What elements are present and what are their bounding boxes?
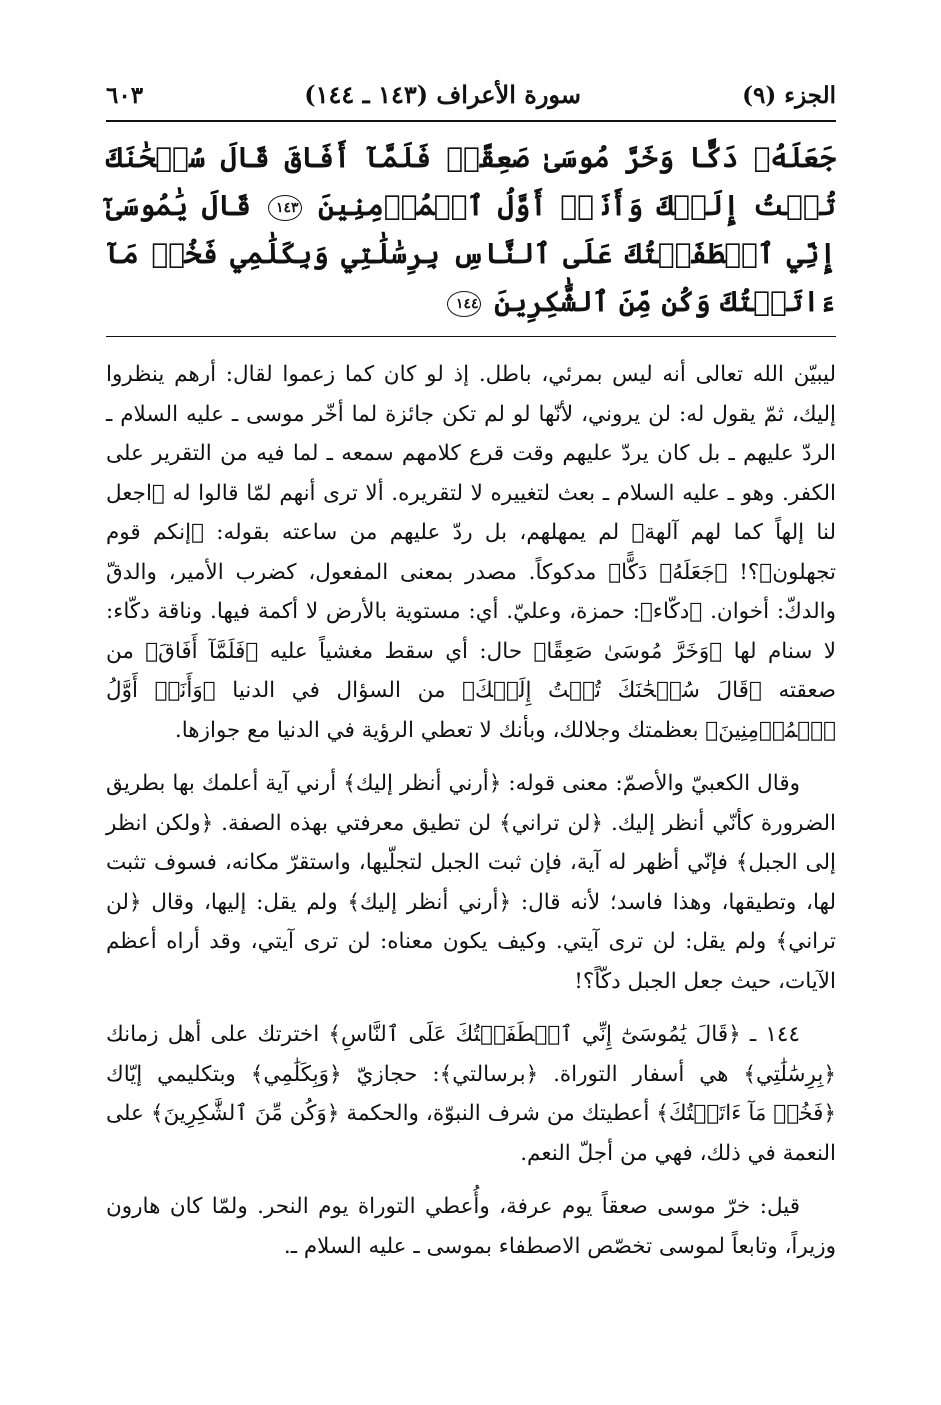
quran-verses [106,134,836,336]
verse-text: قَالَ يَٰمُوسَىٰٓ إِنِّي ٱصۡطَفَيۡتُكَ عَلَى ٱلنَّاسِ بِرِسَٰلَٰتِي وَبِكَلَٰمِي فَخُذۡ مَآ ءَاتَيۡتُكَ وَكُن مِّنَ ٱلشَّٰكِرِينَ [106,189,836,318]
commentary [106,355,836,1266]
commentary-paragraph: قيل: خرّ موسى صعقاً يوم عرفة، وأُعطي التوراة يوم النحر. ولمّا كان هارون وزيراً، وتابعاً لموسى تخصّص الاصطفاء بموسى ـ عليه السلام ـ. [106,1194,836,1259]
commentary-paragraph: ١٤٤ ـ ﴿قَالَ يَٰمُوسَىٰٓ إِنِّي ٱصۡطَفَيۡتُكَ عَلَى ٱلنَّاسِ﴾ اخترتك على أهل زمانك ﴿بِرِسَٰلَٰتِي﴾ هي أسفار التوراة. ﴿برسالتي﴾: حجازيّ ﴿وَبِكَلَٰمِي﴾ وبتكليمي إيّاك ﴿فَخُذۡ مَآ ءَاتَيۡتُكَ﴾ أعطيتك من شرف النبوّة، والحكمة ﴿وَكُن مِّنَ ٱلشَّٰكِرِينَ﴾ على النعمة في ذلك، فهي من أجلّ النعم. [106,1022,836,1166]
book-page [106,80,836,1280]
juz-label: الجزء (٩) [742,82,836,109]
page-header [106,80,836,120]
ayah-number-marker: ١٤٣ [268,195,302,221]
page-number: ٦٠٣ [106,82,144,109]
ayah-number-marker: ١٤٤ [447,291,481,317]
surah-title: سورة الأعراف (١٤٣ ـ ١٤٤) [304,80,581,109]
commentary-paragraph: ليبيّن الله تعالى أنه ليس بمرئي، باطل. إذ لو كان كما زعموا لقال: أرهم ينظروا إليك، ثمّ يقول له: لن يروني، لأنّها لو لم تكن جائزة لما أخّر موسى ـ عليه السلام ـ الردّ عليهم ـ بل كان يردّ عليهم وقت قرع كلامهم سمعه ـ لما فيه من التقرير على الكفر. وهو ـ عليه السلام ـ بعث لتغييره لا لتقريره. ألا ترى أنهم لمّا قالوا له ﴿اجعل لنا إلهاً كما لهم آلهة﴾ لم يمهلهم، بل ردّ عليهم من ساعته بقوله: ﴿إنكم قوم تجهلون﴾؟! ﴿جَعَلَهُۥ دَكًّا﴾ مدكوكاً. مصدر بمعنى المفعول، كضرب الأمير، والدقّ والدكّ: أخوان. ﴿دكّاء﴾: حمزة، وعليّ. أي: مستوية بالأرض لا أكمة فيها. وناقة دكّاء: لا سنام لها ﴿وَخَرَّ مُوسَىٰ صَعِقًا﴾ حال: أي سقط مغشياً عليه ﴿فَلَمَّآ أَفَاقَ﴾ من صعقته ﴿قَالَ سُبۡحَٰنَكَ تُبۡتُ إِلَيۡكَ﴾ من السؤال في الدنيا ﴿وَأَنَا۠ أَوَّلُ ٱلۡمُؤۡمِنِينَ﴾ بعظمتك وجلالك، وبأنك لا تعطي الرؤية في الدنيا مع جوازها. [106,362,836,743]
verses-rule [106,336,836,337]
commentary-paragraph: وقال الكعبيّ والأصمّ: معنى قوله: ﴿أرني أنظر إليك﴾ أرني آية أعلمك بها بطريق الضرورة كأنّي أنظر إليك. ﴿لن تراني﴾ لن تطيق معرفتي بهذه الصفة. ﴿ولكن انظر إلى الجبل﴾ فإنّي أظهر له آية، فإن ثبت الجبل لتجلّيها، واستقرّ مكانه، فسوف تثبت لها، وتطيقها، وهذا فاسد؛ لأنه قال: ﴿أرني أنظر إليك﴾ ولم يقل: إليها، وقال ﴿لن تراني﴾ ولم يقل: لن ترى آيتي. وكيف يكون معناه: لن ترى آيتي، وقد أراه أعظم الآيات، حيث جعل الجبل دكّاً؟! [106,771,836,994]
verse-text: جَعَلَهُۥ دَكًّا وَخَرَّ مُوسَىٰ صَعِقًاۚ فَلَمَّآ أَفَاقَ قَالَ سُبۡحَٰنَكَ تُبۡتُ إِلَيۡكَ وَأَنَا۠ أَوَّلُ ٱلۡمُؤۡمِنِينَ [106,141,837,222]
header-rule [106,120,836,122]
